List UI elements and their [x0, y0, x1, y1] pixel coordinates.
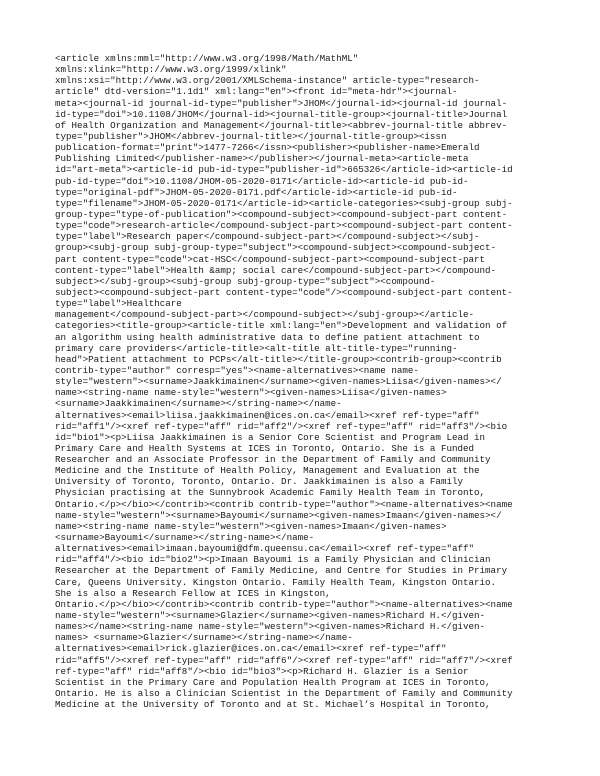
xml-line: xmlns:xlink="http://www.w3.org/1999/xlink" [55, 64, 287, 76]
xml-line: type="filename">JHOM-05-2020-0171</article-id><article-categories><subj-group subj- [55, 197, 513, 209]
xml-line: Medicine and the Institute of Health Policy, Management and Evaluation at the [55, 465, 480, 477]
xml-line: <surname>Jaakkimainen</surname></string-name></name- [55, 398, 342, 410]
xml-line: alternatives><email>rick.glazier@ices.on.ca</email><xref ref-type="aff" [55, 643, 447, 655]
xml-line: id-type="doi">10.1108/JHOM</journal-id><journal-title-group><journal-title>Journal [55, 108, 508, 120]
xml-line: primary care providers</article-title><alt-title alt-title-type="running- [55, 342, 458, 354]
xml-line: id="art-meta"><article-id pub-id-type="publisher-id">665326</article-id><article-id [55, 164, 513, 176]
xml-line: name><string-name name-style="western"><given-names>Imaan</given-names> [55, 520, 447, 532]
xml-line: subject></subj-group><subj-group subj-group-type="subject"><compound- [55, 275, 436, 287]
xml-line: type="label">Research paper</compound-subject-part></compound-subject></subj- [55, 231, 480, 243]
xml-line: content-type="label">Health &amp; social care</compound-subject-part></compound- [55, 264, 497, 276]
xml-line: Care, Queens University. Kingston Ontario. Family Health Team, Kingston Ontario. [55, 576, 497, 588]
xml-line: alternatives><email>imaan.bayoumi@dfm.queensu.ca</email><xref ref-type="aff" [55, 543, 475, 555]
xml-line: <surname>Bayoumi</surname></string-name></name- [55, 532, 315, 544]
xml-line: Researcher and an Associate Professor in the Department of Family and Community [55, 454, 491, 466]
xml-line: Ontario.</p></bio></contrib><contrib contrib-type="author"><name-alternatives><name [55, 498, 513, 510]
xml-line: type="code">research-article</compound-subject-part><compound-subject-part content- [55, 220, 513, 232]
xml-line: University of Toronto, Toronto, Ontario. Dr. Jaakkimainen is also a Family [55, 476, 463, 488]
xml-line: Ontario. He is also a Clinician Scientist in the Department of Family and Community [55, 688, 513, 700]
xml-line: publication-format="print">1477-7266</issn><publisher><publisher-name>Emerald [55, 142, 480, 154]
xml-line: xmlns:xsi="http://www.w3.org/2001/XMLSchema-instance" article-type="research- [55, 75, 480, 87]
xml-line: id="bio1"><p>Liisa Jaakkimainen is a Senior Core Scientist and Program Lead in [55, 431, 486, 443]
xml-line: Scientist in the Primary Care and Population Health Program at ICES in Toronto, [55, 676, 491, 688]
xml-line: style="western"><surname>Jaakkimainen</surname><given-names>Liisa</given-names></ [55, 376, 502, 388]
xml-line: names></name><string-name name-style="western"><given-names>Richard H.</given- [55, 621, 486, 633]
xml-line: rid="aff1"/><xref ref-type="aff" rid="aff2"/><xref ref-type="aff" rid="aff3"/><bio [55, 420, 508, 432]
xml-line: an algorithm using health administrative data to define patient attachment to [55, 331, 480, 343]
xml-line: head">Patient attachment to PCPs</alt-title></title-group><contrib-group><contrib [55, 353, 502, 365]
xml-line: type="original-pdf">JHOM-05-2020-0171.pdf</article-id><article-id pub-id- [55, 186, 458, 198]
xml-line: subject><compound-subject-part content-type="code"/><compound-subject-part content- [55, 286, 513, 298]
xml-line: Researcher at the Department of Family Medicine, and Centre for Studies in Primary [55, 565, 508, 577]
xml-line: name-style="western"><surname>Glazier</surname><given-names>Richard H.</given- [55, 610, 486, 622]
xml-line: ref-type="aff" rid="aff8"/><bio id="bio3"><p>Richard H. Glazier is a Senior [55, 665, 469, 677]
xml-line: name><string-name name-style="western"><given-names>Liisa</given-names> [55, 387, 447, 399]
xml-line: rid="aff4"/><bio id="bio2"><p>Imaan Bayoumi is a Family Physician and Clinician [55, 554, 491, 566]
xml-line: of Health Organization and Management</journal-title><abbrev-journal-title abbrev- [55, 119, 508, 131]
xml-line: Primary Care and Health Systems at ICES in Toronto, Ontario. She is a Funded [55, 442, 475, 454]
xml-line: Ontario.</p></bio></contrib><contrib contrib-type="author"><name-alternatives><name [55, 598, 513, 610]
xml-line: She is also a Research Fellow at ICES in Kingston, [55, 587, 331, 599]
xml-line: rid="aff5"/><xref ref-type="aff" rid="aff6"/><xref ref-type="aff" rid="aff7"/><xref [55, 654, 513, 666]
xml-line: meta><journal-id journal-id-type="publisher">JHOM</journal-id><journal-id journal- [55, 97, 508, 109]
xml-line: pub-id-type="doi">10.1108/JHOM-05-2020-0171</article-id><article-id pub-id- [55, 175, 469, 187]
xml-line: <article xmlns:mml="http://www.w3.org/1998/Math/MathML" [55, 53, 359, 64]
xml-line: type="publisher">JHOM</abbrev-journal-title></journal-title-group><issn [55, 130, 447, 142]
xml-line: contrib-type="author" corresp="yes"><name-alternatives><name name- [55, 364, 419, 376]
xml-line: categories><title-group><article-title xml:lang="en">Development and validation of [55, 320, 508, 332]
xml-line: alternatives><email>liisa.jaakkimainen@ices.on.ca</email><xref ref-type="aff" [55, 409, 480, 421]
xml-line: management</compound-subject-part></compound-subject></subj-group></article- [55, 309, 475, 321]
xml-source-text [55, 53, 555, 710]
xml-line: Publishing Limited</publisher-name></publisher></journal-meta><article-meta [55, 153, 469, 165]
xml-line: group><subj-group subj-group-type="subject"><compound-subject><compound-subject- [55, 242, 497, 254]
xml-line: type="label">Healthcare [55, 298, 182, 310]
xml-line: article" dtd-version="1.1d1" xml:lang="en"><front id="meta-hdr"><journal- [55, 86, 458, 98]
xml-line: names> <surname>Glazier</surname></string-name></name- [55, 632, 353, 644]
xml-line: Physician practising at the Sunnybrook Academic Family Health Team in Toronto, [55, 487, 486, 499]
xml-line: Medicine at the University of Toronto and at St. Michael’s Hospital in Toronto, [55, 699, 491, 711]
xml-line: part content-type="code">cat-HSC</compound-subject-part><compound-subject-part [55, 253, 486, 265]
xml-line: group-type="type-of-publication"><compound-subject><compound-subject-part content- [55, 208, 508, 220]
xml-line: name-style="western"><surname>Bayoumi</surname><given-names>Imaan</given-names></ [55, 509, 502, 521]
